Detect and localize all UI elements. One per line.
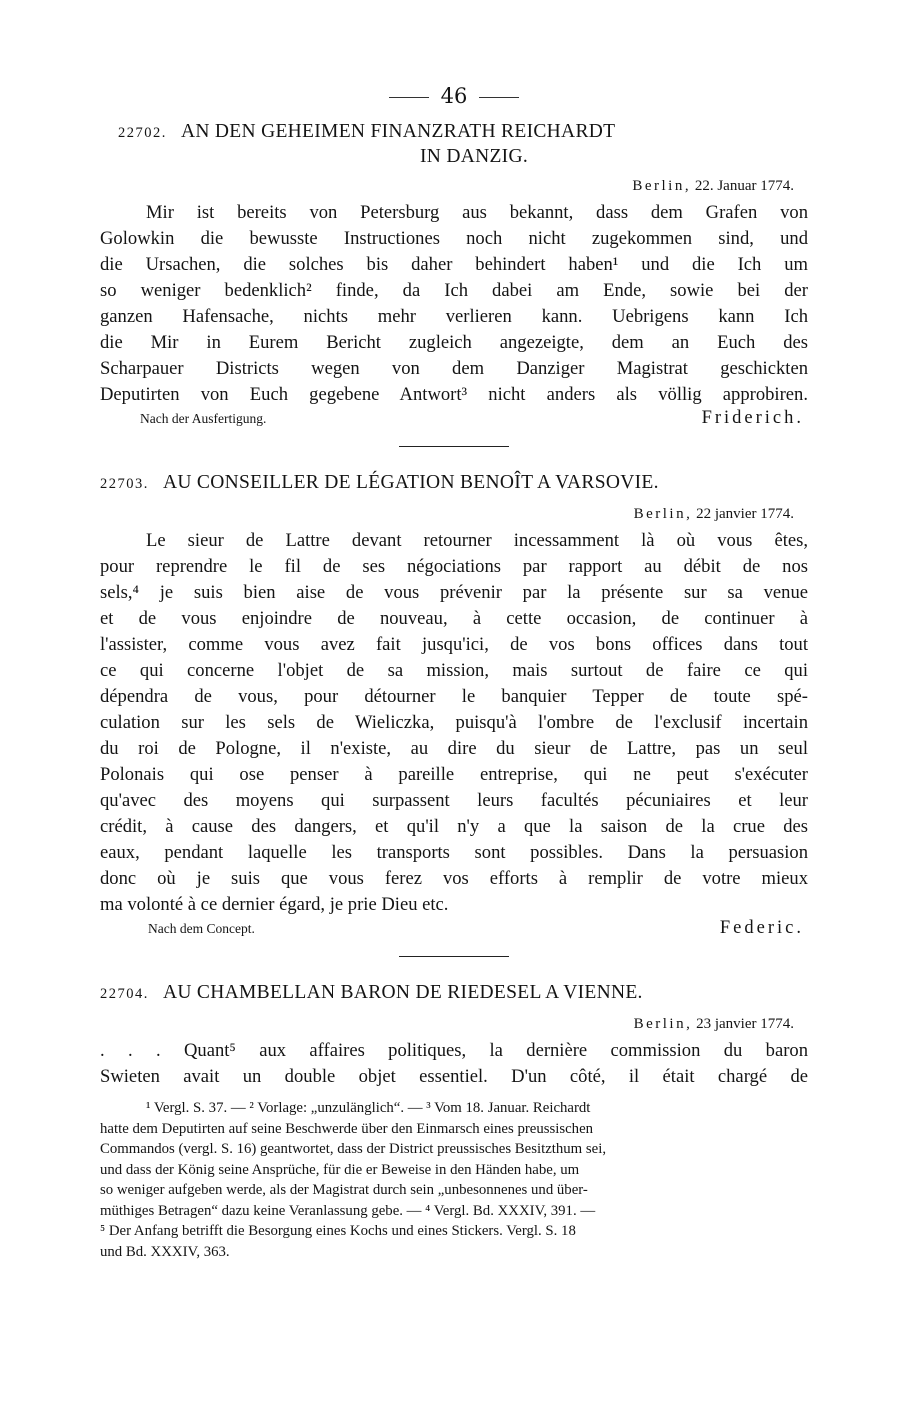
footnote-line: ⁵ Der Anfang betrifft die Besorgung eines Kochs und eines Stickers. Vergl. S. 18 (100, 1223, 576, 1239)
body-line: so weniger bedenklich² finde, da Ich dabei am Ende, sowie bei der (100, 280, 808, 301)
footnote-line: ¹ Vergl. S. 37. — ² Vorlage: „unzulänglich“. — ³ Vom 18. Januar. Reichardt (146, 1100, 591, 1116)
body-line: du roi de Pologne, il n'existe, au dire du sieur de Lattre, pas un seul (100, 738, 808, 759)
footnote-line: müthiges Betragen“ dazu keine Veranlassung gebe. — ⁴ Vergl. Bd. XXXIV, 391. — (100, 1202, 596, 1219)
letter-number: 22703. (100, 476, 149, 492)
signature: Federic. (719, 918, 804, 938)
source-note: Nach der Ausfertigung. (140, 411, 267, 426)
footnote-line: und Bd. XXXIV, 363. (100, 1243, 230, 1260)
body-line: Mir ist bereits von Petersburg aus bekannt, dass dem Grafen von (146, 202, 808, 223)
footnote-line: Commandos (vergl. S. 16) geantwortet, dass der District preussisches Besitzthum sei, (100, 1141, 607, 1157)
body-line: qu'avec des moyens qui surpassent leurs facultés pécuniaires et leur (100, 790, 808, 811)
body-line: l'assister, comme vous avez fait jusqu'ici, de vos bons offices dans tout (100, 634, 808, 655)
date-rest: 23 janvier 1774. (696, 1016, 794, 1032)
page-number (100, 84, 808, 114)
body-line: donc où je suis que vous ferez vos efforts à remplir de votre mieux (100, 868, 808, 889)
letter-body (100, 200, 808, 408)
body-line: Scharpauer Districts wegen von dem Danziger Magistrat geschickten (100, 358, 808, 379)
letter-body (100, 1038, 808, 1090)
source-note: Nach dem Concept. (148, 921, 255, 936)
body-line: . . . Quant⁵ aux affaires politiques, la dernière commission du baron (100, 1040, 808, 1061)
letter-header (100, 981, 808, 1006)
letter-title: AU CHAMBELLAN BARON DE RIEDESEL A VIENNE. (162, 982, 643, 1003)
body-line: et de vous enjoindre de nouveau, à cette occasion, de continuer à (100, 608, 808, 629)
footnote-line: so weniger aufgeben werde, als der Magistrat durch sein „unbesonnenes und über- (100, 1182, 588, 1198)
body-line: ma volonté à ce dernier égard, je prie Dieu etc. (100, 894, 449, 915)
date-place: Berlin, (633, 1016, 693, 1032)
footnote-line: und dass der König seine Ansprüche, für die er Beweise in den Händen habe, um (100, 1161, 580, 1178)
body-line: crédit, à cause des dangers, et qu'il n'y a que la saison de la crue des (100, 816, 808, 837)
body-line: die Ursachen, die solches bis daher behindert haben¹ und die Ich um (100, 254, 808, 275)
closing-row (100, 918, 808, 944)
letter-body (100, 528, 808, 918)
date-rest: 22. Januar 1774. (694, 178, 794, 194)
letter-title: AN DEN GEHEIMEN FINANZRATH REICHARDT (180, 121, 616, 142)
footnotes (100, 1098, 808, 1262)
letter-header (100, 471, 808, 496)
letter-title-line2: IN DANZIG. (419, 146, 529, 167)
page (100, 84, 808, 1262)
body-line: die Mir in Eurem Bericht zugleich angezeigte, dem an Euch des (100, 332, 808, 353)
date-place: Berlin, (632, 178, 692, 194)
body-line: dépendra de vous, pour détourner le banquier Tepper de toute spé- (100, 686, 808, 707)
body-line: Swieten avait un double objet essentiel. D'un côté, il était chargé de (100, 1066, 808, 1087)
body-line: ce qui concerne l'objet de sa mission, mais surtout de faire ce qui (100, 660, 808, 681)
letter-number: 22704. (100, 986, 149, 1002)
letter-date (100, 502, 808, 526)
body-line: Deputirten von Euch gegebene Antwort³ nicht anders als völlig approbiren. (100, 384, 808, 405)
body-line: eaux, pendant laquelle les transports sont possibles. Dans la persuasion (100, 842, 808, 863)
body-line: ganzen Hafensache, nichts mehr verlieren kann. Uebrigens kann Ich (100, 306, 808, 327)
letter-22704 (100, 981, 808, 1090)
letter-date (100, 1012, 808, 1036)
letter-date (100, 174, 808, 198)
dash-left (389, 97, 429, 98)
divider-rule (399, 446, 509, 447)
letter-22703 (100, 471, 808, 957)
body-line: culation sur les sels de Wieliczka, puisqu'à l'ombre de l'exclusif incertain (100, 712, 808, 733)
body-line: Golowkin die bewusste Instructiones noch nicht zugekommen sind, und (100, 228, 808, 249)
divider-rule (399, 956, 509, 957)
signature: Friderich. (701, 408, 804, 428)
dash-right (479, 97, 519, 98)
body-line: sels,⁴ je suis bien aise de vous prévenir par la présente sur sa venue (100, 582, 808, 603)
date-rest: 22 janvier 1774. (696, 506, 794, 522)
letter-title: AU CONSEILLER DE LÉGATION BENOÎT A VARSOVIE. (162, 472, 659, 493)
letter-number: 22702. (118, 125, 167, 141)
body-line: Le sieur de Lattre devant retourner incessamment là où vous êtes, (146, 530, 808, 551)
body-line: Polonais qui ose penser à pareille entreprise, qui ne peut s'exécuter (100, 764, 808, 785)
page-number-text: 46 (440, 84, 468, 108)
footnote-line: hatte dem Deputirten auf seine Beschwerde über den Einmarsch eines preussischen (100, 1120, 594, 1137)
letter-header (100, 120, 808, 145)
closing-row (100, 408, 808, 434)
body-line: pour reprendre le fil de ses négociations par rapport au débit de nos (100, 556, 808, 577)
letter-22702 (100, 120, 808, 447)
date-place: Berlin, (633, 506, 693, 522)
